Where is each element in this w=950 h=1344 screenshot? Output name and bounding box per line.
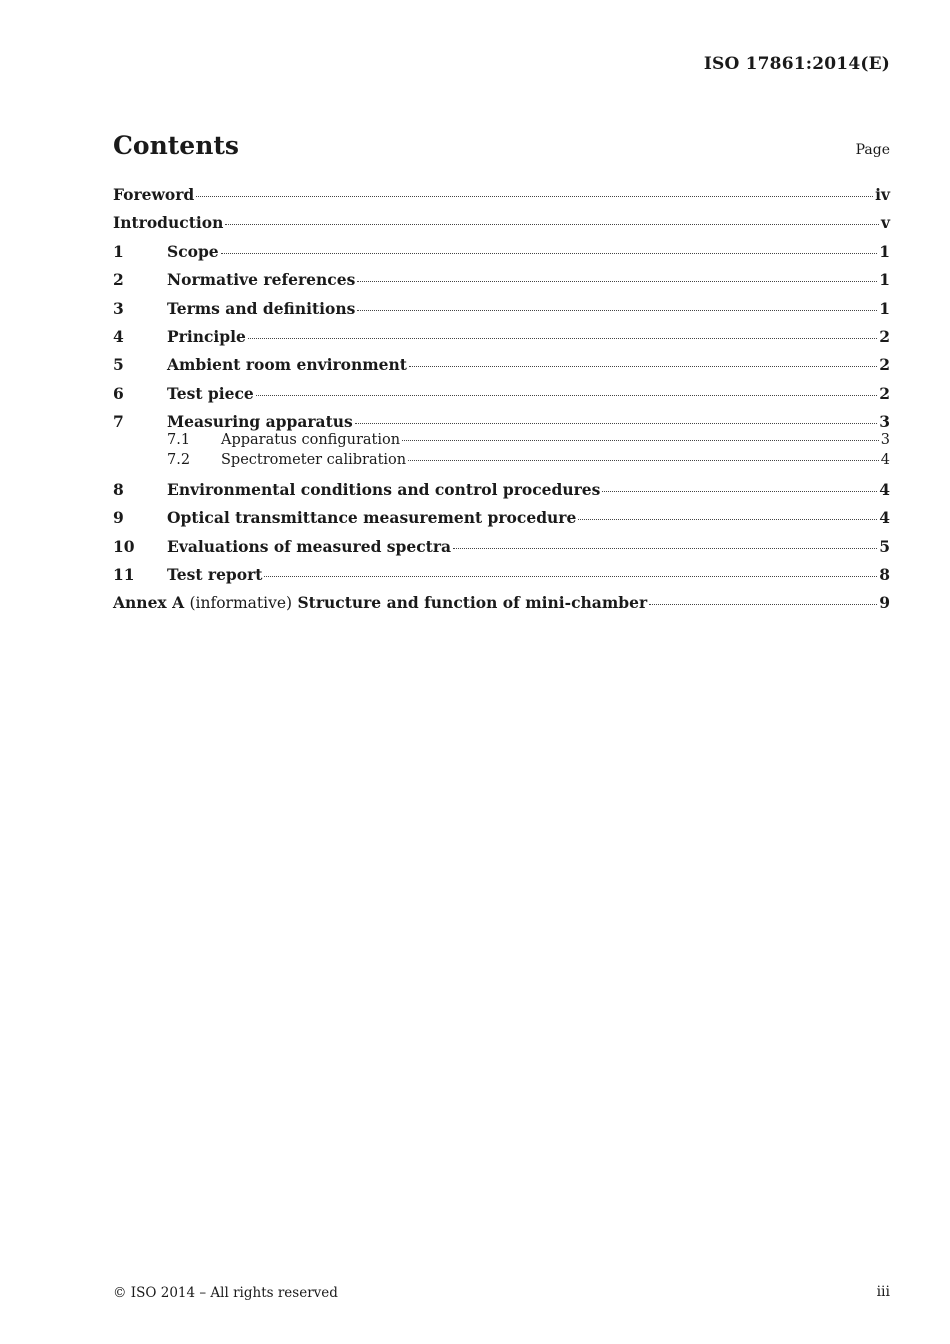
dot-leader bbox=[248, 338, 877, 339]
toc-entry-page: v bbox=[880, 213, 890, 233]
toc-entry-terms-and-definitions[interactable] bbox=[113, 299, 890, 327]
toc-entry-page: 4 bbox=[879, 508, 890, 528]
dot-leader bbox=[256, 395, 877, 396]
toc-entry-title: Introduction bbox=[113, 213, 224, 233]
table-of-contents bbox=[113, 185, 890, 622]
contents-title: Contents bbox=[113, 131, 240, 160]
toc-entry-page: 1 bbox=[879, 270, 890, 290]
toc-subentry-number: 7.2 bbox=[167, 451, 191, 468]
toc-subentry-title: Apparatus configuration bbox=[221, 432, 401, 449]
toc-entry-page: 2 bbox=[879, 326, 890, 346]
dot-leader bbox=[196, 196, 873, 197]
dot-leader bbox=[409, 366, 877, 367]
toc-subentry-spectrometer-calibration[interactable] bbox=[113, 452, 890, 480]
dot-leader bbox=[225, 224, 879, 225]
toc-entry-principle[interactable] bbox=[113, 327, 890, 355]
toc-entry-annex-a[interactable] bbox=[113, 593, 890, 621]
page-column-label: Page bbox=[855, 142, 890, 158]
dot-leader bbox=[355, 423, 877, 424]
toc-entry-page: 8 bbox=[879, 565, 890, 585]
toc-entry-number: 4 bbox=[113, 326, 124, 346]
copyright-notice: © ISO 2014 – All rights reserved bbox=[113, 1285, 338, 1301]
toc-entry-page: 3 bbox=[879, 412, 890, 432]
toc-entry-title: Test piece bbox=[167, 383, 254, 403]
toc-entry-test-report[interactable] bbox=[113, 565, 890, 593]
document-id: ISO 17861:2014(E) bbox=[703, 54, 890, 74]
toc-entry-evaluations-of-spectra[interactable] bbox=[113, 537, 890, 565]
toc-entry-number: 6 bbox=[113, 383, 124, 403]
toc-entry-title: Test report bbox=[167, 565, 263, 585]
dot-leader bbox=[602, 491, 877, 492]
toc-entry-title: Optical transmittance measurement procedure bbox=[167, 508, 577, 528]
toc-entry-title: Environmental conditions and control procedures bbox=[167, 479, 601, 499]
toc-entry-number: 1 bbox=[113, 241, 124, 261]
annex-label: Annex A bbox=[113, 593, 185, 613]
toc-entry-title: Evaluations of measured spectra bbox=[167, 536, 452, 556]
toc-entry-normative-references[interactable] bbox=[113, 270, 890, 298]
toc-entry-test-piece[interactable] bbox=[113, 384, 890, 412]
annex-title: Structure and function of mini-chamber bbox=[297, 593, 648, 613]
toc-entry-title: Principle bbox=[167, 326, 246, 346]
toc-subentry-title: Spectrometer calibration bbox=[221, 451, 407, 468]
toc-entry-title: Terms and definitions bbox=[167, 298, 356, 318]
toc-entry-number: 9 bbox=[113, 508, 124, 528]
toc-entry-page: 2 bbox=[879, 355, 890, 375]
dot-leader bbox=[649, 604, 877, 605]
dot-leader bbox=[357, 281, 877, 282]
toc-entry-page: iv bbox=[875, 185, 890, 204]
toc-entry-page: 2 bbox=[879, 383, 890, 403]
toc-subentry-apparatus-configuration[interactable] bbox=[113, 432, 890, 452]
dot-leader bbox=[402, 440, 879, 441]
toc-subentry-number: 7.1 bbox=[167, 432, 191, 449]
toc-entry-title: Scope bbox=[167, 241, 219, 261]
page-number: iii bbox=[876, 1284, 890, 1300]
toc-entry-number: 11 bbox=[113, 565, 135, 585]
toc-entry-number: 2 bbox=[113, 270, 124, 290]
toc-entry-scope[interactable] bbox=[113, 242, 890, 270]
toc-entry-foreword[interactable] bbox=[113, 185, 890, 213]
toc-entry-page: 9 bbox=[879, 593, 890, 613]
dot-leader bbox=[408, 460, 879, 461]
toc-entry-number: 10 bbox=[113, 536, 135, 556]
toc-entry-title: Normative references bbox=[167, 270, 356, 290]
toc-annex-heading bbox=[113, 593, 647, 612]
toc-entry-number: 7 bbox=[113, 412, 124, 432]
annex-qualifier: (informative) bbox=[189, 594, 293, 613]
toc-entry-page: 1 bbox=[879, 241, 890, 261]
dot-leader bbox=[264, 576, 877, 577]
toc-entry-environmental-conditions[interactable] bbox=[113, 480, 890, 508]
toc-entry-page: 5 bbox=[879, 536, 890, 556]
dot-leader bbox=[357, 310, 877, 311]
dot-leader bbox=[453, 548, 877, 549]
toc-entry-number: 5 bbox=[113, 355, 124, 375]
toc-entry-introduction[interactable] bbox=[113, 213, 890, 241]
toc-entry-title: Measuring apparatus bbox=[167, 412, 353, 432]
toc-entry-page: 4 bbox=[879, 479, 890, 499]
dot-leader bbox=[221, 253, 878, 254]
toc-entry-optical-transmittance[interactable] bbox=[113, 508, 890, 536]
dot-leader bbox=[578, 519, 877, 520]
toc-subentry-page: 3 bbox=[880, 432, 890, 449]
toc-entry-title: Ambient room environment bbox=[167, 355, 407, 375]
toc-entry-number: 3 bbox=[113, 298, 124, 318]
toc-entry-title: Foreword bbox=[113, 185, 195, 204]
toc-entry-measuring-apparatus[interactable] bbox=[113, 412, 890, 432]
toc-entry-ambient-room-environment[interactable] bbox=[113, 355, 890, 383]
toc-entry-number: 8 bbox=[113, 479, 124, 499]
toc-entry-page: 1 bbox=[879, 298, 890, 318]
toc-subentry-page: 4 bbox=[880, 451, 890, 468]
